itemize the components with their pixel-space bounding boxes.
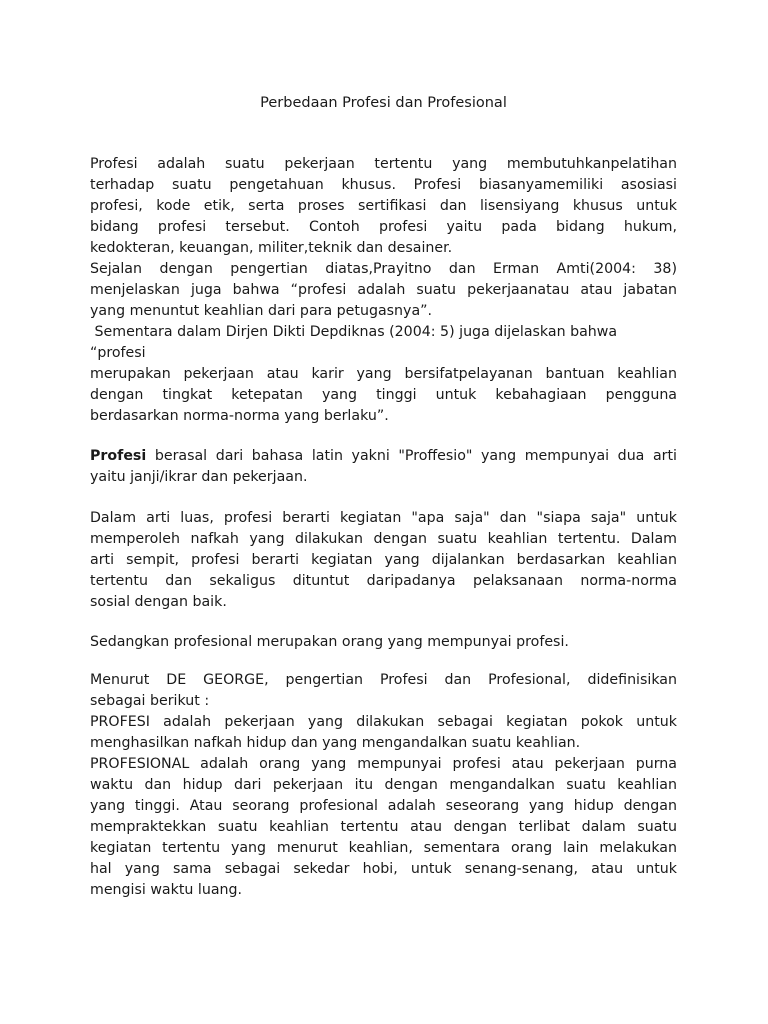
text-line: hal yang sama sebagai sekedar hobi, untuk senang-senang, atau untuk bbox=[90, 861, 677, 877]
bold-term: Profesi bbox=[90, 448, 147, 464]
paragraph-profesional-definition bbox=[90, 632, 677, 653]
text-line: sosial dengan baik. bbox=[90, 594, 227, 610]
text-line: menghasilkan nafkah hidup dan yang mengandalkan suatu keahlian. bbox=[90, 735, 581, 751]
text-line: menjelaskan juga bahwa “profesi adalah suatu pekerjaanatau atau jabatan bbox=[90, 282, 677, 298]
text-line: yang tinggi. Atau seorang profesional adalah seseorang yang hidup dengan bbox=[90, 798, 677, 814]
text-line: kegiatan tertentu yang menurut keahlian, sementara orang lain melakukan bbox=[90, 840, 677, 856]
paragraph-profesi-definition bbox=[90, 154, 677, 427]
paragraph-de-george bbox=[90, 670, 677, 901]
text-line: terhadap suatu pengetahuan khusus. Profesi biasanyamemiliki asosiasi bbox=[90, 177, 677, 193]
document-title: Perbedaan Profesi dan Profesional bbox=[260, 95, 507, 111]
text-line: mempraktekkan suatu keahlian tertentu atau dengan terlibat dalam suatu bbox=[90, 819, 677, 835]
text-fragment: berasal dari bahasa latin yakni "Proffesio" yang mempunyai dua arti bbox=[146, 448, 677, 464]
text-line: Sejalan dengan pengertian diatas,Prayitno dan Erman Amti(2004: 38) bbox=[90, 261, 677, 277]
text-line: Menurut DE GEORGE, pengertian Profesi dan Profesional, didefinisikan bbox=[90, 672, 677, 688]
text-line bbox=[90, 446, 677, 467]
text-line: Dalam arti luas, profesi berarti kegiatan "apa saja" dan "siapa saja" untuk bbox=[90, 510, 677, 526]
text-line: merupakan pekerjaan atau karir yang bersifatpelayanan bantuan keahlian bbox=[90, 366, 677, 382]
text-line: memperoleh nafkah yang dilakukan dengan suatu keahlian tertentu. Dalam bbox=[90, 531, 677, 547]
text-line: PROFESIONAL adalah orang yang mempunyai profesi atau pekerjaan purna bbox=[90, 756, 677, 772]
text-line: tertentu dan sekaligus dituntut daripadanya pelaksanaan norma-norma bbox=[90, 573, 677, 589]
text-line: yaitu janji/ikrar dan pekerjaan. bbox=[90, 469, 308, 485]
text-line: dengan tingkat ketepatan yang tinggi untuk kebahagiaan pengguna bbox=[90, 387, 677, 403]
text-line: mengisi waktu luang. bbox=[90, 882, 243, 898]
text-line: PROFESI adalah pekerjaan yang dilakukan sebagai kegiatan pokok untuk bbox=[90, 714, 677, 730]
text-line: Profesi adalah suatu pekerjaan tertentu yang membutuhkanpelatihan bbox=[90, 156, 677, 172]
text-line: yang menuntut keahlian dari para petugasnya”. bbox=[90, 303, 432, 319]
text-line: bidang profesi tersebut. Contoh profesi yaitu pada bidang hukum, bbox=[90, 219, 677, 235]
text-line: arti sempit, profesi berarti kegiatan yang dijalankan berdasarkan keahlian bbox=[90, 552, 677, 568]
text-line: “profesi bbox=[90, 345, 146, 361]
text-line: Sedangkan profesional merupakan orang yang mempunyai profesi. bbox=[90, 634, 569, 650]
text-line: kedokteran, keuangan, militer,teknik dan desainer. bbox=[90, 240, 453, 256]
text-line: sebagai berikut : bbox=[90, 693, 210, 709]
text-line: profesi, kode etik, serta proses sertifikasi dan lisensiyang khusus untuk bbox=[90, 198, 677, 214]
paragraph-arti-luas-sempit bbox=[90, 508, 677, 613]
text-line: waktu dan hidup dari pekerjaan itu dengan mengandalkan suatu keahlian bbox=[90, 777, 677, 793]
text-line: berdasarkan norma-norma yang berlaku”. bbox=[90, 408, 389, 424]
paragraph-profesi-etymology bbox=[90, 446, 677, 488]
text-line: Sementara dalam Dirjen Dikti Depdiknas (2004: 5) juga dijelaskan bahwa bbox=[90, 324, 618, 340]
